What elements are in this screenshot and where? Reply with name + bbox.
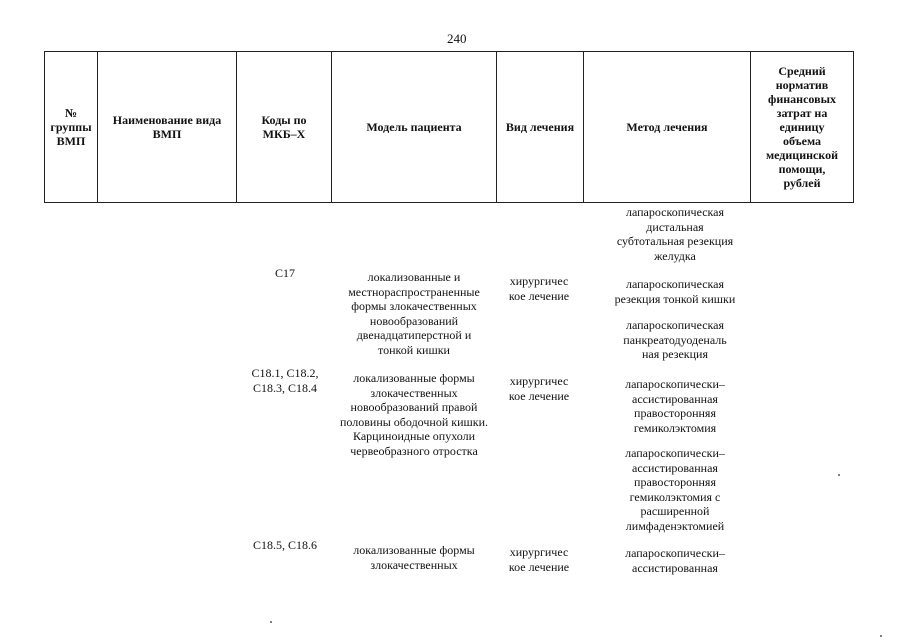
icd-code-cell: C18.5, C18.6 [252,538,317,552]
scan-speck [270,621,272,623]
patient-model-cell: локализованные формы злокачественных новообразований правой половины ободочной кишки. Карциноидные опухоли червеобразного отростка [339,371,488,458]
header-treatment-method: Метод лечения [584,52,751,203]
header-average-cost: Средний норматив финансовых затрат на единицу объема медицинской помощи, рублей [751,52,854,203]
header-patient-model: Модель пациента [332,52,497,203]
header-group-number: № группы ВМП [45,52,98,203]
header-icd-codes: Коды по МКБ–Х [237,52,332,203]
treatment-type-cell: хирургичес кое лечение [508,545,570,574]
method-cell: лапароскопически– ассистированная [625,546,725,575]
method-cell: лапароскопическая дистальная субтотальная резекция желудка [616,205,734,263]
icd-code-cell: C17 [274,266,295,280]
treatment-type-cell: хирургичес кое лечение [508,374,570,403]
method-cell: лапароскопическая резекция тонкой кишки [614,277,736,306]
patient-model-cell: локализованные и местнораспространенные формы злокачественных новообразований двенадцатиперстной и тонкой кишки [348,270,480,357]
scan-speck [880,635,882,637]
method-cell: лапароскопически– ассистированная правосторонняя гемиколэктомия [625,377,725,435]
patient-model-cell: локализованные формы злокачественных [353,543,475,572]
icd-code-cell: C18.1, C18.2, C18.3, C18.4 [251,366,319,395]
table-header [44,51,854,203]
scan-speck [838,474,840,476]
header-treatment-type: Вид лечения [497,52,584,203]
header-vmp-name: Наименование вида ВМП [98,52,237,203]
treatment-type-cell: хирургичес кое лечение [508,274,570,303]
page-number: 240 [447,31,467,46]
method-cell: лапароскопически– ассистированная правосторонняя гемиколэктомия с расширенной лимфаденэктомией [625,446,725,533]
method-cell: лапароскопическая панкреатодуоденаль ная резекция [623,318,727,361]
